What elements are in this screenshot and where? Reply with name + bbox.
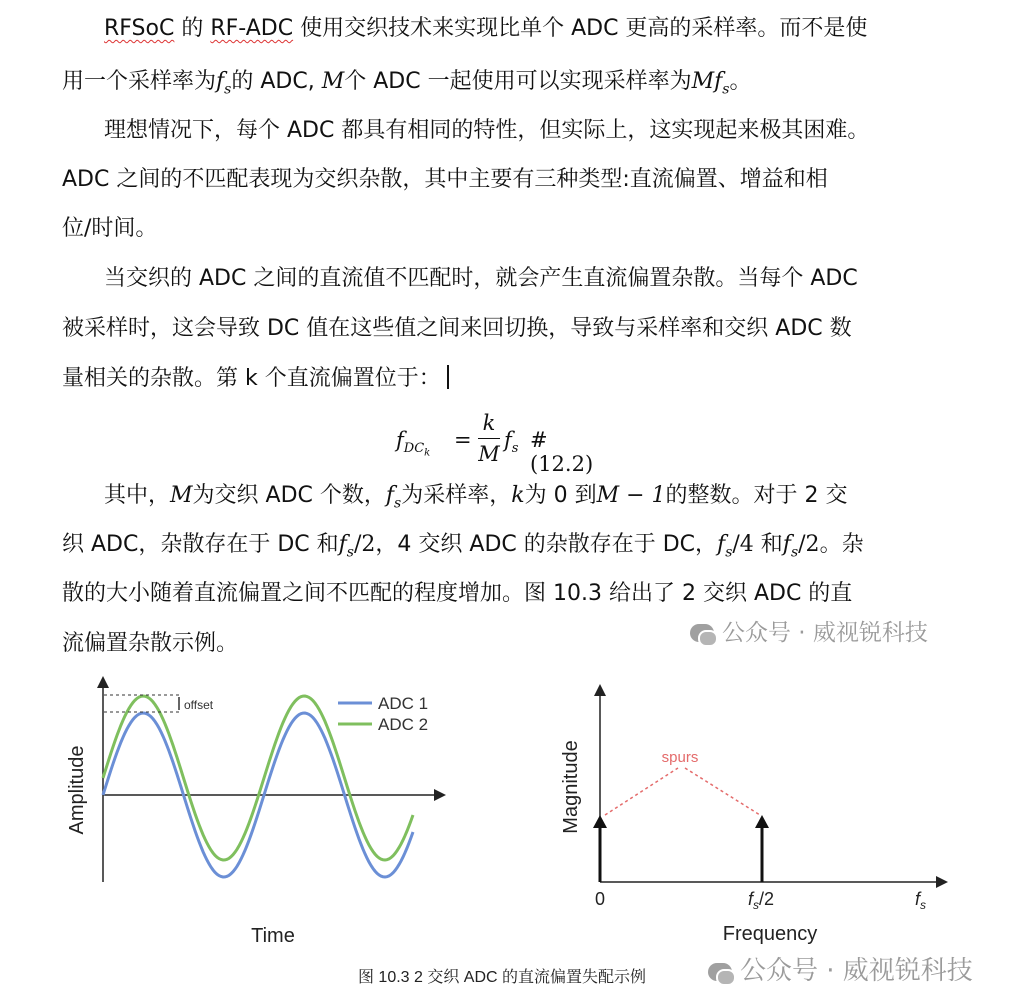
paragraph-4-line-1: 其中，M为交织 ADC 个数，$f_s$为采样率，k为 0 到M − 1的整数。对于 2 交 [104,483,848,512]
symbol-Mfs: $Mf_s$ [691,69,730,98]
paragraph-3-line-1: 当交织的 ADC 之间的直流值不匹配时，就会产生直流偏置杂散。当每个 ADC [104,266,858,291]
offset-label: offset [184,698,214,712]
right-plot [560,690,942,945]
paragraph-2-line-1: 理想情况下，每个 ADC 都具有相同的特性，但实际上，这实现起来极其困难。 [104,118,870,143]
right-y-label: Magnitude [560,740,582,834]
figure-caption: 图 10.3 2 交织 ADC 的直流偏置失配示例 [357,969,647,986]
paragraph-2-line-3: 位/时间。 [62,216,158,241]
tick-fs-half: $f_s/2$ [748,889,775,912]
right-x-label: Frequency [722,923,818,945]
paragraph-1-line-1: RFSoC 的 RF-ADC 使用交织技术来实现比单个 ADC 更高的采样率。而不是使 [104,16,868,41]
spurs-label: spurs [661,749,699,766]
watermark-lower: 公众号 · 威视锐科技 [708,950,973,987]
paragraph-4-line-3: 散的大小随着直流偏置之间不匹配的程度增加。图 10.3 给出了 2 交织 ADC 的直 [62,581,853,606]
word-rf-adc: RF-ADC [210,16,294,41]
paragraph-4-line-2: 织 ADC，杂散存在于 DC 和$f_s/2$，4 交织 ADC 的杂散存在于 DC，$f_s/4$ 和$f_s/2$。杂 [62,532,864,561]
adc1-wave [103,713,413,877]
fraction-k-over-M: k M [478,411,500,466]
text-cursor [447,365,449,389]
wechat-icon [708,963,732,981]
paragraph-1-line-2: 用一个采样率为$f_s$的 ADC, M个 ADC 一起使用可以实现采样率为$Mf_s$。 [62,69,752,98]
spur-fs-half-arrowhead [755,815,769,828]
tick-fs: $f_s$ [915,889,927,912]
legend-adc1-label: ADC 1 [378,694,429,713]
spurs-pointer-left [605,768,678,815]
spurs-pointer-right [685,768,760,815]
left-plot [66,682,440,947]
paragraph-2-line-2: ADC 之间的不匹配表现为交织杂散，其中主要有三种类型:直流偏置、增益和相 [62,167,828,192]
paragraph-4-line-4: 流偏置杂散示例。 [62,631,239,656]
legend-adc2-label: ADC 2 [378,715,429,734]
word-rfsoc: RFSoC [104,16,175,41]
spur-dc-arrowhead [593,815,607,828]
wechat-icon [690,624,714,642]
symbol-fs: $f_s$ [216,69,232,98]
paragraph-3-line-2: 被采样时，这会导致 DC 值在这些值之间来回切换，导致与采样率和交织 ADC 数 [62,316,852,341]
watermark-upper: 公众号 · 威视锐科技 [690,614,928,647]
symbol-M: M [321,69,345,94]
adc2-wave [103,696,413,860]
left-y-label: Amplitude [66,745,88,835]
paragraph-3-line-3: 量相关的杂散。第 k 个直流偏置位于： [62,365,962,392]
left-x-label: Time [251,925,295,947]
tick-zero: 0 [594,889,606,909]
